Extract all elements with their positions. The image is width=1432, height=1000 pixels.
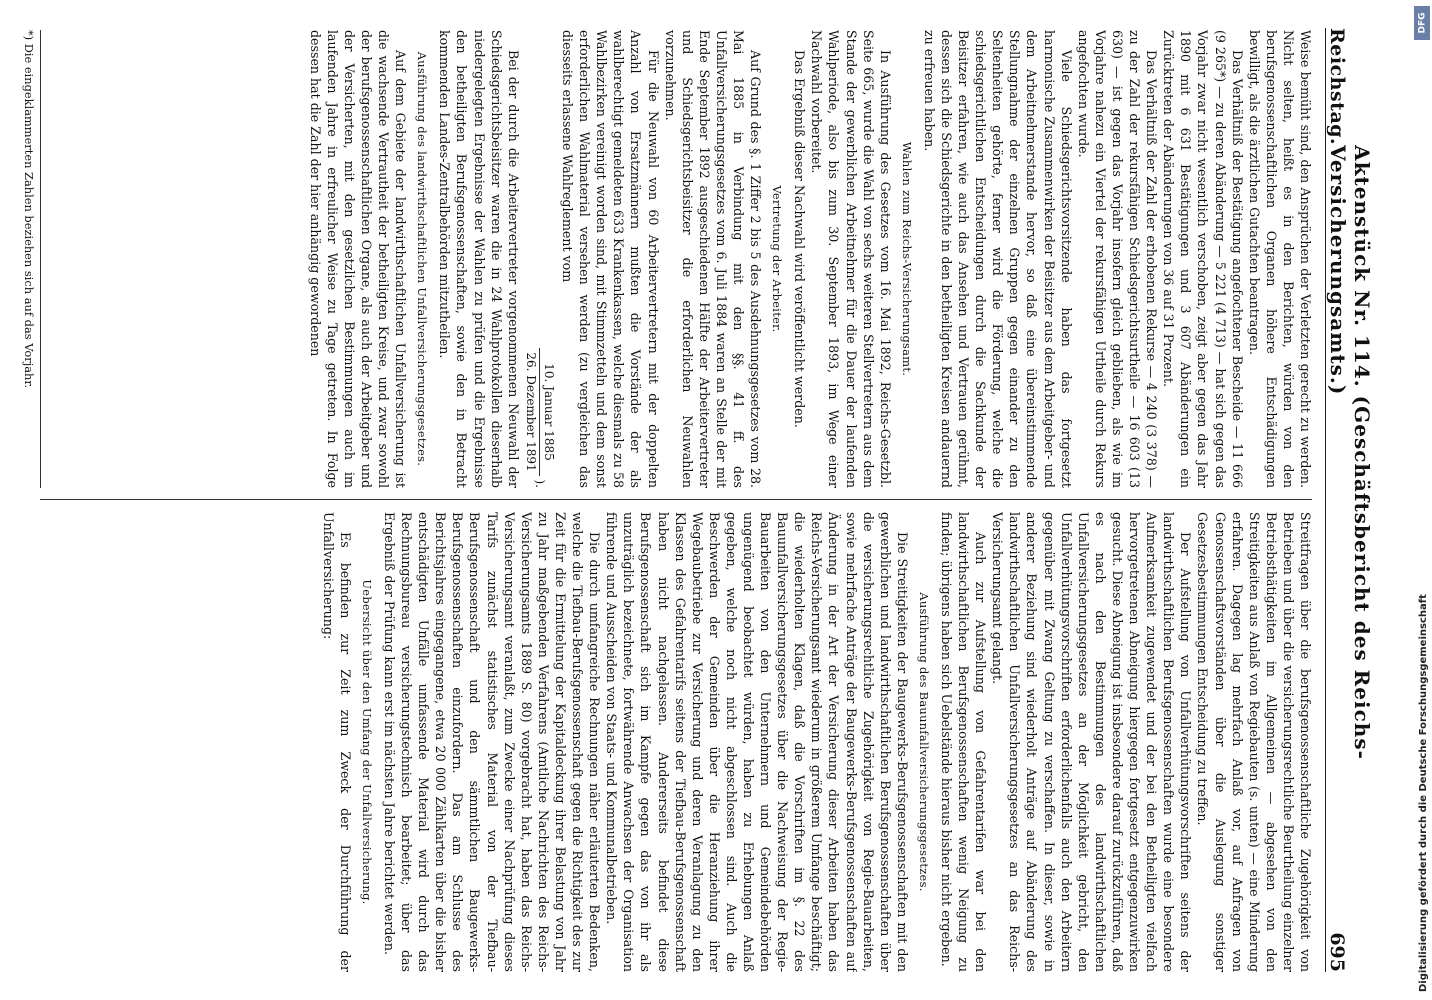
footnote: *) Die eingeklammerten Zahlen beziehen sich auf das Vorjahr. [22, 30, 41, 488]
date-top: 10. Januar 1885 [539, 348, 557, 475]
paragraph: Weise bemüht sind, den Ansprüchen der Verletzten gerecht zu werden. Nicht selten, heißt es in den Berichten, würden von den berufsgenossenschaftlichen Organen höhere Entschädigungen bewilligt, als die ärztlichen Gutachten beantragen. [1246, 30, 1313, 488]
paragraph: Das Ergebniß dieser Nachwahl wird veröffentlicht werden. [792, 50, 808, 428]
dfg-logo: DFG [1414, 6, 1430, 40]
date-bottom: 26. Dezember 1891 [523, 352, 538, 472]
running-header [1325, 28, 1374, 972]
paragraph: Streitfragen über die berufsgenossenschaftliche Zugehörigkeit von Betrieben und über die versicherungsrechtliche Beurtheilung einzelner Betriebsthätigkeiten im Allgemeinen — abgesehen von den Streitigkeiten aus Anlaß von Regiebauten (s. unten) — eine Minderung erfahren. Dagegen lag mehrfach Anlaß vor, auf Anfragen von Genossenschaftsvorständen über die Auslegung sonstiger Gesetzesbestimmungen Entscheidung zu treffen. [1195, 512, 1313, 972]
column-divider [40, 499, 1312, 500]
paragraph: In Ausführung des Gesetzes vom 16. Mai 1892, Reichs-Gesetzbl. Seite 665, wurde die Wahl von sechs weiteren Stellvertretern aus dem Stande der gewerblichen Arbeitnehmer für die Dauer der laufenden Wahlperiode, also bis zum 30. September 1893, im Wege einer Nachwahl vorbereitet. [809, 30, 893, 488]
paragraph: Es befinden zur Zeit zum Zweck der Durchführung der Unfallversicherung: [320, 512, 353, 972]
paragraph: Der Aufstellung von Unfallverhütungsvorschriften seitens der landwirthschaftlichen Berufsgenossenschaften wurde eine besondere Aufmerksamkeit zugewendet und der bei den Betheiligten vielfach hervorgetretenen Abneigung hiergegen fortgesetzt entgegenzuwirken gesucht. Diese Abneigung ist insbesondere darauf zurückzuführen, daß es nach den Bestimmungen des landwirthschaftlichen Unfallversicherungsgesetzes an der Möglichkeit gebricht, den Unfallverhütungsvorschriften erforderlichenfalls auch den Arbeitern gegenüber mit Zwang Geltung zu verschaffen. In dieser, sowie in anderer Beziehung sind wiederholt Anträge auf Abänderung des landwirthschaftlichen Unfallversicherungsgesetzes an das Reichs-Versicherungsamt gelangt. [990, 512, 1194, 972]
paragraph: Auch zur Aufstellung von Gefahrentarifen war bei den landwirthschaftlichen Berufsgenossenschaften wenig Neigung zu finden; übrigens haben sich Uebelstände hieraus bisher nicht ergeben. [939, 512, 989, 972]
paragraph: Auf Grund des §. 1 Ziffer 2 bis 5 des Ausdehnungsgesetzes vom 28. Mai 1885 in Verbindung mit den §§. 41 ff. des Unfallversicherungsgesetzes vom 6. Juli 1884 waren an Stelle der mit Ende September 1892 ausgeschiedenen Hälfte der Arbeitervertreter und Schiedsgerichtsbeisitzer die erforderlichen Neuwahlen vorzunehmen. [662, 30, 764, 488]
header-title: Aktenstück Nr. 114. (Geschäftsbericht des Reichs-Versicherungsamts.) [1326, 145, 1374, 760]
paragraph: Für die Neuwahl von 60 Arbeitervertretern mit der doppelten Anzahl von Ersatzmännern mußten die Vorstände der als wahlberechtigt gemeldeten 633 Krankenkassen, welche diesmals zu 58 Wahlbezirken vereinigt worden sind, mit Stimmzetteln und dem sonst erforderlichen Wahlmaterial versehen werden (zu vergleichen das diesseits erlassene Wahlreglement vom [560, 30, 661, 488]
paragraph: Auf dem Gebiete der landwirthschaftlichen Unfallversicherung ist die wachsende Vertrautheit der betheiligten Kreise, und zwar sowohl der berufsgenossenschaftlichen Organe, als auch der Arbeitgeber und der Versicherten, mit den gesetzlichen Bestimmungen auch im laufenden Jahre in erfreulicher Weise zu Tage getreten. In Folge dessen hat die Zahl der hier anhängig gewordenen [307, 30, 409, 488]
header-left: Reichstag. [1326, 28, 1348, 146]
section-heading: Wahlen zum Reichs-Versicherungsamt. [899, 141, 914, 377]
date-fraction [522, 30, 557, 488]
digitization-credit: Digitalisierung gefördert durch die Deutsche Forschungsgemeinschaft [1418, 594, 1429, 992]
paragraph: Das Verhältniß der Bestätigung angefochtener Bescheide — 11 666 (9 265*) — zu deren Abänderung — 5 221 (4 713) — hat sich gegen das Vorjahr zwar nicht wesentlich verschoben, zeigt aber gegen das Jahr 1890 mit 6 631 Bestätigungen und 3 607 Abänderungen ein Zurücktreten der Abänderungen von 36 auf 31 Prozent. [1161, 30, 1245, 488]
paragraph: Bei der durch die Arbeitervertreter vorgenommenen Neuwahl der Schiedsgerichtsbeisitzer waren die in 24 Wahlprotokollen dieserhalb niedergelegten Ergebnisse der Wahlen zu prüfen und die Ergebnisse den betheiligten Berufsgenossenschaften, sowie den in Betracht kommenden Landes-Zentralbehörden mitzutheilen. [437, 30, 521, 488]
paragraph: Viele Schiedsgerichtsvorsitzende haben das fortgesetzt harmonische Zusammenwirken der Beisitzer aus dem Arbeitgeber- und dem Arbeitnehmerstande hervor, so daß eine übereinstimmende Stellungnahme der einzelnen Gruppen gegen einander zu den Seltenheiten gehörte, ferner wird die Förderung, welche die schiedsgerichtlichen Entscheidungen durch die Sachkunde der Beisitzer erfahren, wie auch das Ansehen und Vertrauen gerühmt, dessen sich die Schiedsgerichte in den betheiligten Kreisen andauernd zu erfreuen haben. [921, 30, 1074, 488]
paragraph: Das Verhältniß der Zahl der erhobenen Rekurse — 4 240 (3 378) — zu der Zahl der rekursfähigen Schiedsgerichtsurtheile — 16 603 (13 630) — ist gegen das Vorjahr insofern gleich geblieben, als wie im Vorjahre nahezu ein Viertel der rekursfähigen Urtheile durch Rekurs angefochten wurde. [1075, 30, 1160, 488]
left-column [40, 30, 1314, 488]
right-column [40, 512, 1314, 972]
section-heading: Vertretung der Arbeiter. [770, 185, 785, 333]
paragraph: Die durch umfangreiche Rechnungen näher erläuterten Bedenken, welche die Tiefbau-Berufsgenossenschaft gegen die Richtigkeit des zur Zeit für die Ermittelung der Kapitaldeckung ihrer Belastung von Jahr zu Jahr maßgebenden Verfahrens (Amtliche Nachrichten des Reichs-Versicherungsamts 1889 S. 80) vorgebracht hat, haben das Reichs-Versicherungsamt veranlaßt, zum Zwecke einer Nachprüfung dieses Tarifs zunächst statistisches Material von der Tiefbau-Berufsgenossenschaft und den sämmtlichen Baugewerks-Berufsgenossenschaften einzufordern. Das am Schlusse des Berichtsjahres eingegangene, etwa 20 000 Zählkarten über die bisher entschädigten Unfälle umfassende Material wird durch das Rechnungsbureau versicherungstechnisch bearbeitet; über das Ergebniß der Prüfung kann erst im nächsten Jahre berichtet werden. [382, 512, 603, 972]
paragraph: Die Streitigkeiten der Baugewerks-Berufsgenossenschaften mit den gewerblichen und landwirthschaftlichen Berufsgenossenschaften über die versicherungsrechtliche Zugehörigkeit von Regie-Bauarbeiten, sowie mehrfache Anträge der Baugewerks-Berufsgenossenschaften auf Änderung in der Art der Versicherung dieser Arbeiten haben das Reichs-Versicherungsamt wiederum in größerem Umfange beschäftigt; die wiederholten Klagen, daß die Vorschriften im §. 22 des Bauunfallversicherungsgesetzes über die Nachweisung der Regie-Bauarbeiten von den Unternehmern und Gemeindebehörden ungenügend beobachtet würden, haben zu Erhebungen Anlaß gegeben, welche noch nicht abgeschlossen sind. Auch die Beschwerden der Gemeinden über die Heranziehung ihrer Wegebaubetriebe zur Versicherung und deren Veranlagung zu den Klassen des Gefahrentarifs seitens der Tiefbau-Berufsgenossenschaft haben nicht nachgelassen. Andererseits befindet diese Berufsgenossenschaft sich im Kampfe gegen das von ihr als unzuträglich bezeichnete, fortwährende Anwachsen der Organisation führende und Ausscheiden von Staats- und Kommunalbetrieben. [604, 512, 910, 972]
section-heading: Ausführung des Bauunfallversicherungsgesetzes. [916, 592, 931, 892]
section-heading: Ausführung des landwirthschaftlichen Unfallversicherungsgesetzes. [415, 51, 430, 467]
date-end: ). [532, 479, 547, 488]
section-heading: Uebersicht über den Umfang der Unfallversicherung. [359, 579, 374, 905]
page-number: 695 [1326, 932, 1348, 972]
